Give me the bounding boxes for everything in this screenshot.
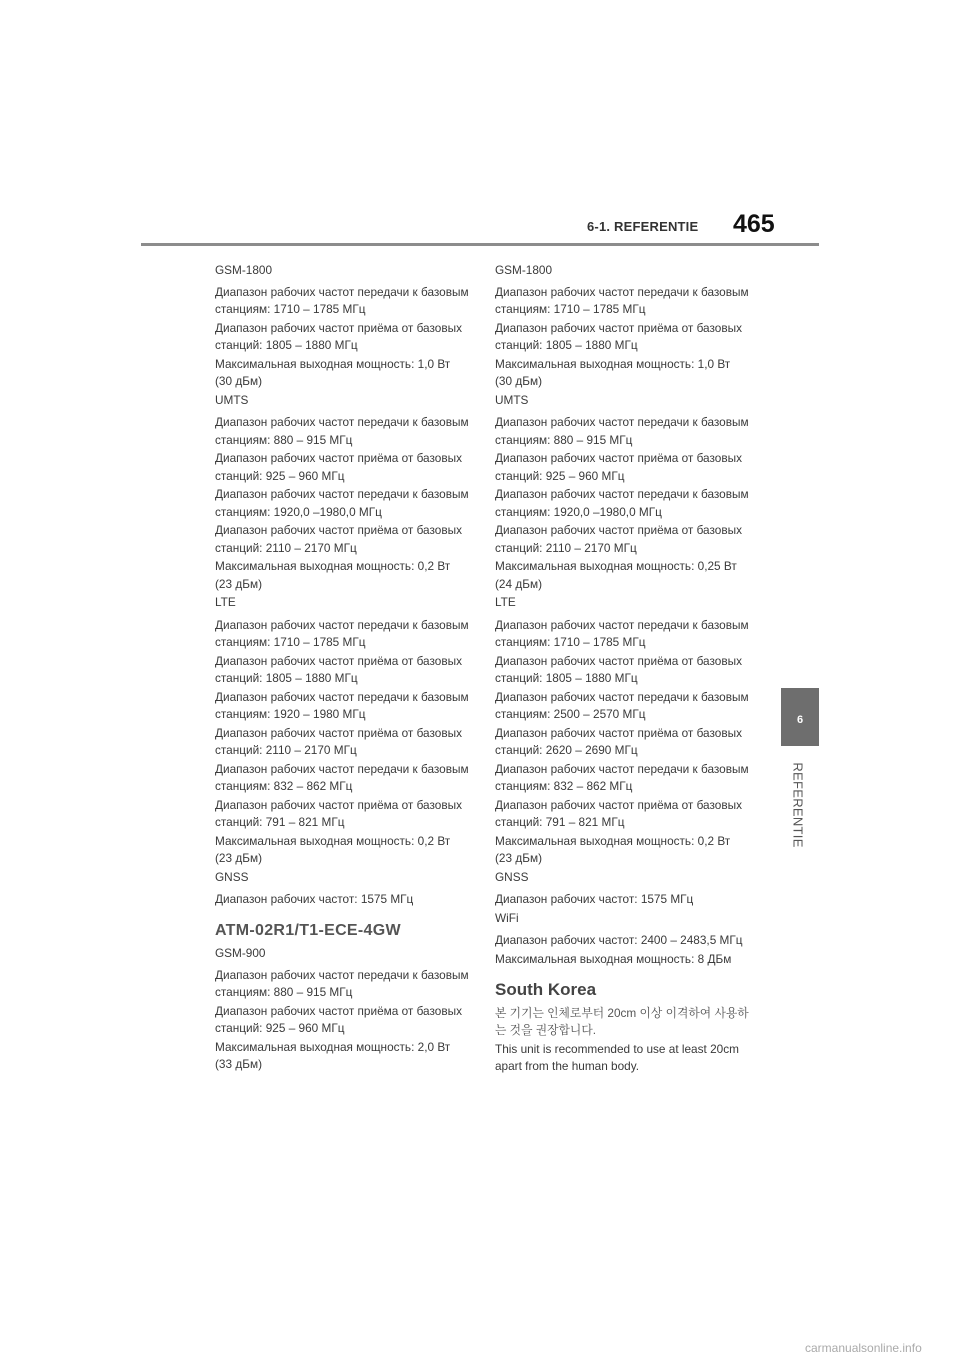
watermark: carmanualsonline.info — [805, 1341, 922, 1355]
spec-paragraph: Диапазон рабочих частот приёма от базовых станций: 1805 – 1880 МГц — [495, 321, 742, 353]
section-heading: ATM-02R1/T1-ECE-4GW — [215, 922, 401, 940]
spec-paragraph: Диапазон рабочих частот приёма от базовых станций: 2620 – 2690 МГц — [495, 725, 742, 757]
spec-paragraph: Диапазон рабочих частот приёма от базовых станций: 925 – 960 МГц — [495, 451, 742, 483]
spec-paragraph: Диапазон рабочих частот приёма от базовых станций: 791 – 821 МГц — [495, 797, 742, 829]
standard-label: GNSS — [215, 869, 249, 884]
spec-paragraph: Максимальная выходная мощность: 8 ДБм — [495, 951, 732, 966]
spec-paragraph: Диапазон рабочих частот приёма от базовых станций: 925 – 960 МГц — [215, 451, 462, 483]
spec-paragraph: Максимальная выходная мощность: 0,2 Вт (23 дБм) — [215, 833, 451, 865]
spec-paragraph: Диапазон рабочих частот передачи к базовым станциям: 1710 – 1785 МГц — [495, 285, 749, 317]
spec-paragraph: Диапазон рабочих частот передачи к базовым станциям: 880 – 915 МГц — [215, 415, 469, 447]
page-number: 465 — [733, 210, 775, 238]
spec-paragraph: Диапазон рабочих частот передачи к базовым станциям: 1920,0 –1980,0 МГц — [215, 487, 469, 519]
right-column — [495, 262, 750, 1077]
spec-paragraph: Диапазон рабочих частот приёма от базовых станций: 2110 – 2170 МГц — [215, 523, 462, 555]
spec-paragraph: Диапазон рабочих частот приёма от базовых станций: 791 – 821 МГц — [215, 797, 462, 829]
standard-label: GSM-900 — [215, 946, 266, 961]
chapter-tab-number: 6 — [796, 714, 804, 726]
spec-paragraph: Диапазон рабочих частот передачи к базовым станциям: 1920,0 –1980,0 МГц — [495, 487, 749, 519]
spec-paragraph: Диапазон рабочих частот передачи к базовым станциям: 1710 – 1785 МГц — [215, 617, 469, 649]
spec-paragraph: Максимальная выходная мощность: 0,25 Вт (24 дБм) — [495, 559, 737, 591]
left-column — [215, 262, 470, 1075]
spec-paragraph: Диапазон рабочих частот приёма от базовых станций: 925 – 960 МГц — [215, 1004, 462, 1036]
spec-paragraph: Диапазон рабочих частот приёма от базовых станций: 2110 – 2170 МГц — [495, 523, 742, 555]
spec-paragraph: This unit is recommended to use at least 20cm apart from the human body. — [495, 1041, 739, 1074]
standard-label: GSM-1800 — [215, 263, 273, 277]
standard-label: GNSS — [495, 869, 529, 884]
spec-paragraph: Диапазон рабочих частот передачи к базовым станциям: 880 – 915 МГц — [495, 415, 749, 447]
standard-label: LTE — [495, 595, 516, 610]
spec-paragraph: Диапазон рабочих частот передачи к базовым станциям: 1710 – 1785 МГц — [495, 617, 749, 649]
spec-paragraph: Диапазон рабочих частот передачи к базовым станциям: 832 – 862 МГц — [215, 761, 469, 793]
spec-paragraph: Диапазон рабочих частот приёма от базовых станций: 1805 – 1880 МГц — [495, 653, 742, 685]
spec-paragraph: Диапазон рабочих частот передачи к базовым станциям: 832 – 862 МГц — [495, 761, 749, 793]
spec-paragraph: Диапазон рабочих частот приёма от базовых станций: 2110 – 2170 МГц — [215, 725, 462, 757]
spec-paragraph: Максимальная выходная мощность: 1,0 Вт (30 дБм) — [495, 357, 731, 389]
spec-paragraph: Диапазон рабочих частот: 1575 МГц — [215, 891, 414, 906]
header-rule — [141, 243, 819, 246]
spec-paragraph: Диапазон рабочих частот передачи к базовым станциям: 1710 – 1785 МГц — [215, 285, 469, 317]
spec-paragraph: Диапазон рабочих частот приёма от базовых станций: 1805 – 1880 МГц — [215, 321, 462, 353]
section-heading: South Korea — [495, 979, 597, 999]
spec-paragraph: Максимальная выходная мощность: 0,2 Вт (23 дБм) — [495, 833, 731, 865]
spec-paragraph: Максимальная выходная мощность: 1,0 Вт (30 дБм) — [215, 357, 451, 389]
spec-paragraph: Диапазон рабочих частот: 1575 МГц — [495, 891, 694, 906]
spec-paragraph: Диапазон рабочих частот передачи к базовым станциям: 2500 – 2570 МГц — [495, 689, 749, 721]
spec-paragraph: 본 기기는 인체로부터 20cm 이상 이격하여 사용하는 것을 권장합니다. — [495, 1005, 749, 1038]
spec-paragraph: Диапазон рабочих частот передачи к базовым станциям: 1920 – 1980 МГц — [215, 689, 469, 721]
section-title: 6-1. REFERENTIE — [587, 219, 699, 234]
chapter-tab-label — [787, 757, 809, 853]
spec-paragraph: Максимальная выходная мощность: 2,0 Вт (33 дБм) — [215, 1040, 451, 1072]
standard-label: UMTS — [215, 393, 249, 408]
standard-label: WiFi — [495, 910, 519, 925]
spec-paragraph: Диапазон рабочих частот передачи к базовым станциям: 880 – 915 МГц — [215, 968, 469, 1000]
spec-paragraph: Диапазон рабочих частот приёма от базовых станций: 1805 – 1880 МГц — [215, 653, 462, 685]
spec-paragraph: Максимальная выходная мощность: 0,2 Вт (23 дБм) — [215, 559, 451, 591]
standard-label: LTE — [215, 595, 236, 610]
chapter-label-text: REFERENTIE — [790, 762, 806, 848]
standard-label: UMTS — [495, 393, 529, 408]
standard-label: GSM-1800 — [495, 263, 553, 277]
spec-paragraph: Диапазон рабочих частот: 2400 – 2483,5 МГц — [495, 932, 743, 947]
